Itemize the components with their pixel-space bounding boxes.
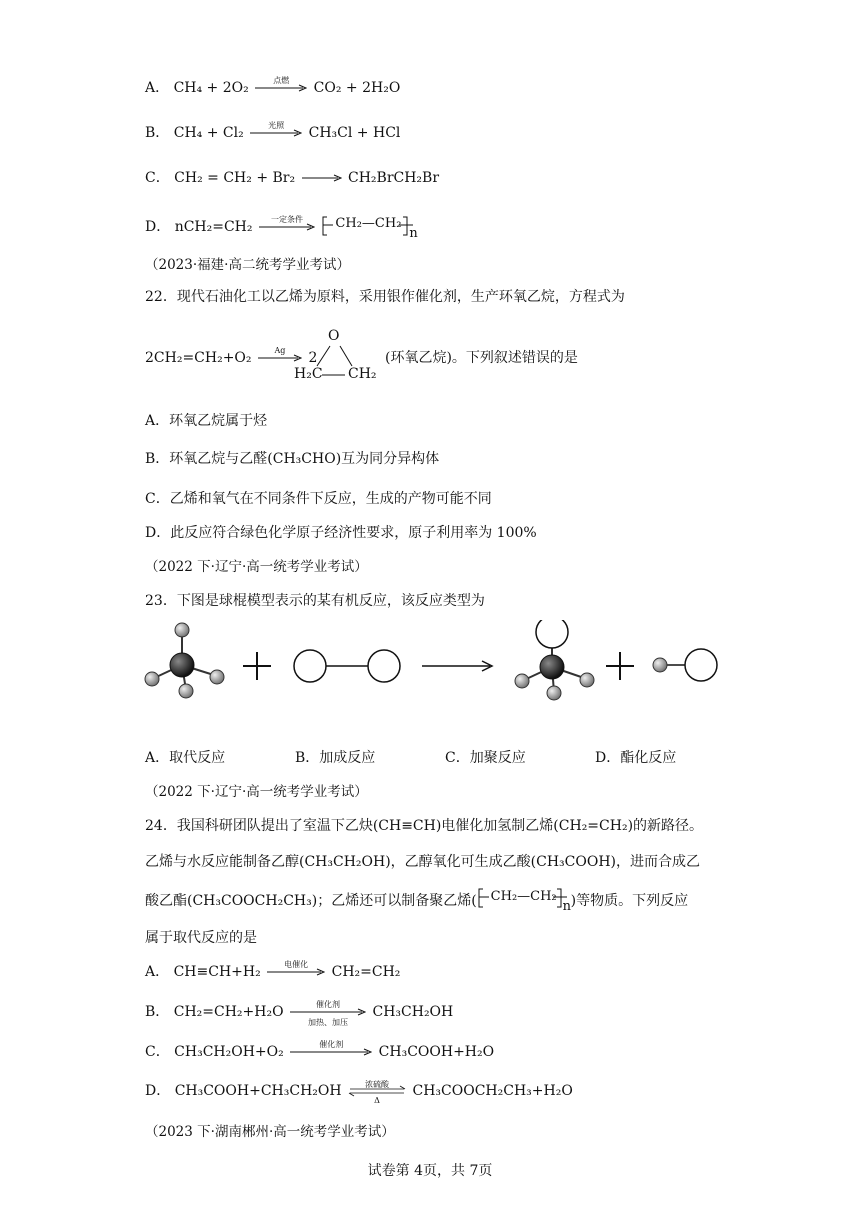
q22-option-a: A．环氧乙烷属于烃 bbox=[145, 413, 268, 429]
q24-option-c: C． CH₃CH₂OH+O₂ 催化剂 CH₃COOH+H₂O bbox=[145, 1040, 495, 1060]
reaction-arrow: Ag bbox=[258, 354, 302, 362]
q21-option-d: D． nCH₂=CH₂ 一定条件 CH₂—CH₂ n bbox=[145, 213, 421, 241]
methane-molecule bbox=[145, 623, 224, 698]
q24-stem-line-2: 乙烯与水反应能制备乙醇(CH₃CH₂OH)，乙醇氧化可生成乙酸(CH₃COOH)，进而合成乙 bbox=[145, 854, 701, 870]
polyethylene-formula: CH₂—CH₂ n bbox=[477, 890, 571, 912]
q24-stem-line-1: 24．我国科研团队提出了室温下乙炔(CH≡CH)电催化加氢制乙烯(CH₂=CH₂)的新路径。 bbox=[145, 818, 704, 834]
reaction-arrow: 催化剂 bbox=[290, 1048, 372, 1056]
q21-option-a: A． CH₄ + 2O₂ 点燃 CO₂ + 2H₂O bbox=[145, 76, 401, 96]
reaction-arrow bbox=[302, 174, 342, 182]
q21-option-b: B． CH₄ + Cl₂ 光照 CH₃Cl + HCl bbox=[145, 121, 401, 141]
q23-option-b: B．加成反应 bbox=[295, 750, 376, 766]
question-source: （2022 下·辽宁·高一统考学业考试） bbox=[145, 784, 368, 800]
plus-sign bbox=[243, 652, 271, 680]
q23-option-a: A．取代反应 bbox=[145, 750, 226, 766]
reversible-arrow: 浓硫酸 Δ bbox=[348, 1082, 406, 1100]
question-source: （2023·福建·高二统考学业考试） bbox=[145, 257, 350, 273]
reaction-arrow: 催化剂 加热、加压 bbox=[290, 1008, 366, 1016]
q24-option-a: A． CH≡CH+H₂ 电催化 CH₂=CH₂ bbox=[145, 960, 401, 980]
q24-option-d: D． CH₃COOH+CH₃CH₂OH 浓硫酸 Δ CH₃COOCH₂CH₃+H₂O bbox=[145, 1080, 573, 1105]
reaction-arrow: 电催化 bbox=[267, 968, 325, 976]
q22-option-c: C．乙烯和氧气在不同条件下反应，生成的产物可能不同 bbox=[145, 491, 492, 507]
q22-equation: 2CH₂=CH₂+O₂ Ag 2 bbox=[145, 346, 318, 366]
q23-options bbox=[145, 749, 676, 767]
reaction-arrow: 点燃 bbox=[255, 84, 307, 92]
ball-and-stick-reaction-diagram bbox=[140, 620, 740, 720]
reaction-arrow bbox=[422, 661, 492, 671]
question-source: （2022 下·辽宁·高一统考学业考试） bbox=[145, 559, 368, 575]
chloromethane-molecule bbox=[515, 620, 594, 700]
hydrogen-chloride-molecule bbox=[653, 649, 717, 681]
q23-option-c: C．加聚反应 bbox=[445, 750, 526, 766]
question-source: （2023 下·湖南郴州·高一统考学业考试） bbox=[145, 1124, 395, 1140]
q24-stem-line-3: 酸乙酯(CH₃COOCH₂CH₃)；乙烯还可以制备聚乙烯( CH₂—CH₂ n )等物质。下列反应 bbox=[145, 889, 689, 914]
q22-stem-tail: (环氧乙烷)。下列叙述错误的是 bbox=[385, 350, 578, 366]
chlorine-molecule bbox=[294, 650, 400, 682]
q22-option-b: B．环氧乙烷与乙醛(CH₃CHO)互为同分异构体 bbox=[145, 451, 440, 467]
reaction-arrow: 一定条件 bbox=[259, 223, 315, 231]
page-footer: 试卷第 4页，共 7页 bbox=[367, 1163, 493, 1179]
q24-stem-line-4: 属于取代反应的是 bbox=[145, 930, 257, 946]
q23-option-d: D．酯化反应 bbox=[595, 750, 677, 766]
reaction-arrow: 光照 bbox=[250, 129, 302, 137]
plus-sign bbox=[606, 652, 634, 680]
q22-stem: 22．现代石油化工以乙烯为原料，采用银作催化剂，生产环氧乙烷，方程式为 bbox=[145, 289, 625, 305]
q24-option-b: B． CH₂=CH₂+H₂O 催化剂 加热、加压 CH₃CH₂OH bbox=[145, 1000, 454, 1027]
q21-option-c: C． CH₂ = CH₂ + Br₂ CH₂BrCH₂Br bbox=[145, 170, 440, 186]
polyethylene-formula: CH₂—CH₂ n bbox=[321, 213, 421, 241]
epoxide-structure: O H₂C CH₂ bbox=[294, 328, 377, 382]
q22-option-d: D．此反应符合绿色化学原子经济性要求，原子利用率为 100% bbox=[145, 525, 537, 541]
q23-stem: 23．下图是球棍模型表示的某有机反应，该反应类型为 bbox=[145, 593, 485, 609]
